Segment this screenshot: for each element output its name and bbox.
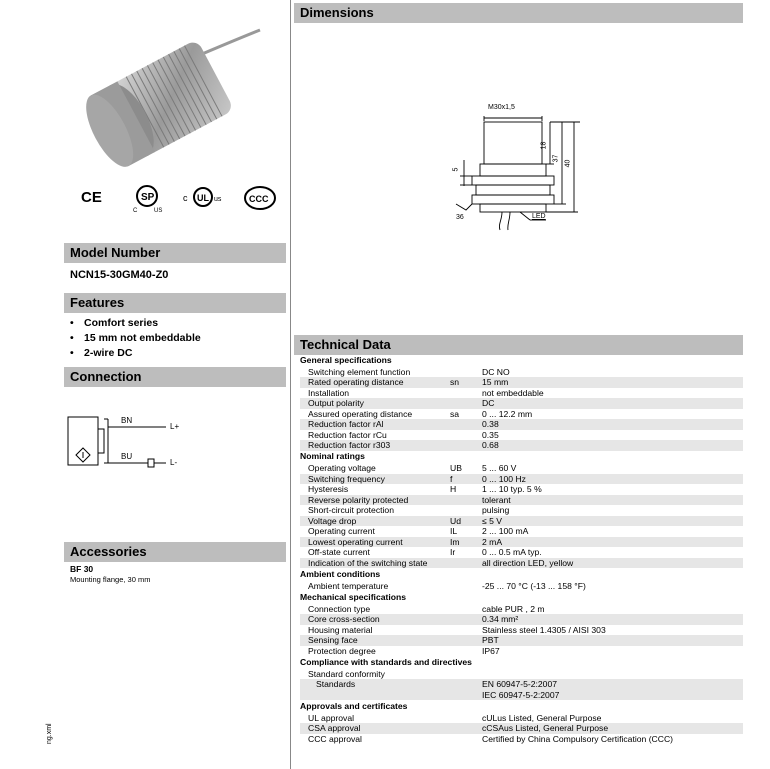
tech-row xyxy=(300,625,743,636)
ccc-mark-icon xyxy=(243,185,277,211)
tech-row xyxy=(300,505,743,516)
tech-row xyxy=(300,526,743,537)
tech-section-title: Ambient conditions xyxy=(300,568,381,579)
tech-row-label: Hysteresis xyxy=(308,484,349,494)
tech-row-label: Reduction factor r303 xyxy=(308,440,391,450)
technical-data-table xyxy=(300,354,743,754)
tech-row-value: EN 60947-5-2:2007 xyxy=(482,679,558,689)
dimensions-header: Dimensions xyxy=(294,3,743,23)
tech-row xyxy=(300,669,743,680)
tech-row-value: all direction LED, yellow xyxy=(482,557,574,568)
tech-row-value: 2 ... 100 mA xyxy=(482,526,529,536)
tech-row xyxy=(300,635,743,646)
tech-row-label: Switching element function xyxy=(308,366,411,377)
bu-label: BU xyxy=(121,452,133,461)
tech-row xyxy=(300,581,743,592)
tech-row-value: 0.34 mm² xyxy=(482,614,519,624)
dim-5-label: 5 xyxy=(452,167,460,172)
tech-row-value: Stainless steel 1.4305 / AISI 303 xyxy=(482,624,606,635)
tech-row-value: Certified by China Compulsory Certification (CCC) xyxy=(482,733,674,744)
tech-row xyxy=(300,604,743,615)
tech-row-label: UL approval xyxy=(308,712,355,723)
tech-row-value: cable PUR , 2 m xyxy=(482,603,545,614)
tech-row-symbol: sn xyxy=(450,377,460,387)
svg-text:CCC: CCC xyxy=(249,194,269,204)
tech-row-value: IEC 60947-5-2:2007 xyxy=(482,689,560,700)
tech-row xyxy=(300,614,743,625)
tech-row-value: not embeddable xyxy=(482,387,544,398)
tech-row-symbol: sa xyxy=(450,408,460,419)
accessory-desc: Mounting flange, 30 mm xyxy=(70,575,151,584)
svg-text:SP: SP xyxy=(141,192,155,203)
tech-row-label: Rated operating distance xyxy=(308,377,404,387)
tech-row xyxy=(300,679,743,700)
tech-row-value: 0 ... 12.2 mm xyxy=(482,408,533,419)
tech-row xyxy=(300,734,743,745)
tech-row-label: Short-circuit protection xyxy=(308,505,394,515)
tech-row xyxy=(300,484,743,495)
tech-row-symbol: UB xyxy=(450,463,462,473)
tech-row-label: Housing material xyxy=(308,624,373,635)
tech-row-symbol: Ud xyxy=(450,515,461,526)
tech-row-label: Standard conformity xyxy=(308,668,385,679)
tech-row-label: CCC approval xyxy=(308,733,362,744)
certifications xyxy=(75,183,285,213)
tech-row-label: CSA approval xyxy=(308,723,361,733)
svg-text:c: c xyxy=(183,193,188,203)
tech-row-label: Protection degree xyxy=(308,645,376,656)
tech-row-label: Ambient temperature xyxy=(308,580,389,591)
tech-row-value: 0.68 xyxy=(482,440,499,450)
tech-row xyxy=(300,646,743,657)
tech-row-label: Assured operating distance xyxy=(308,408,413,419)
tech-section-title: Compliance with standards and directives xyxy=(300,656,472,667)
connection-header: Connection xyxy=(64,367,286,387)
tech-row xyxy=(300,388,743,399)
tech-row xyxy=(300,367,743,378)
dim-36-label: 36 xyxy=(456,214,464,221)
svg-text:C: C xyxy=(133,208,138,213)
tech-row-value: 0 ... 100 Hz xyxy=(482,473,526,484)
tech-row xyxy=(300,377,743,388)
dim-37-label: 37 xyxy=(552,154,560,163)
product-photo xyxy=(85,22,270,172)
tech-row-value: 1 ... 10 typ. 5 % xyxy=(482,484,542,494)
tech-row-value: 5 ... 60 V xyxy=(482,463,517,473)
tech-row-label: Output polarity xyxy=(308,398,364,408)
thread-label: M30x1,5 xyxy=(488,104,515,111)
l-plus-label: L+ xyxy=(170,422,180,431)
ul-mark-icon xyxy=(183,185,225,209)
tech-row-value: ≤ 5 V xyxy=(482,515,503,526)
tech-row-label: Reduction factor rCu xyxy=(308,429,387,440)
tech-section-title: Nominal ratings xyxy=(300,451,365,461)
tech-row-label: Installation xyxy=(308,387,350,398)
dim-18-label: 18 xyxy=(540,141,548,150)
led-label: LED xyxy=(532,213,546,220)
tech-row-value: pulsing xyxy=(482,505,510,515)
accessories-header: Accessories xyxy=(64,542,286,562)
column-divider xyxy=(290,0,291,769)
tech-row-label: Sensing face xyxy=(308,635,358,645)
tech-row-label: Operating voltage xyxy=(308,463,376,473)
tech-row-label: Operating current xyxy=(308,526,375,536)
model-number-value: NCN15-30GM40-Z0 xyxy=(70,269,169,281)
tech-row-value: PBT xyxy=(482,635,499,645)
tech-section-title: Approvals and certificates xyxy=(300,700,408,711)
tech-row xyxy=(300,495,743,506)
tech-row xyxy=(300,537,743,548)
tech-row xyxy=(300,463,743,474)
tech-row-label: Switching frequency xyxy=(308,473,385,484)
feature-item: • 2-wire DC xyxy=(70,347,133,359)
tech-row xyxy=(300,409,743,420)
tech-row-symbol: Im xyxy=(450,536,460,547)
tech-row-label: Off-state current xyxy=(308,547,370,557)
csa-mark-icon xyxy=(133,183,165,213)
tech-row-symbol: f xyxy=(450,473,453,484)
tech-row-value: 0.35 xyxy=(482,429,499,440)
tech-row-value: DC xyxy=(482,398,495,408)
tech-row-symbol: IL xyxy=(450,526,458,536)
tech-row-value: cULus Listed, General Purpose xyxy=(482,712,602,723)
tech-row xyxy=(300,398,743,409)
features-header: Features xyxy=(64,293,286,313)
tech-section-title: Mechanical specifications xyxy=(300,591,407,602)
tech-row-value: tolerant xyxy=(482,494,511,505)
svg-text:us: us xyxy=(214,196,222,203)
tech-row-label: Standards xyxy=(316,679,356,689)
tech-row-value: 0.38 xyxy=(482,419,499,429)
technical-data-header: Technical Data xyxy=(294,335,743,355)
accessory-name: BF 30 xyxy=(70,564,94,574)
tech-row xyxy=(300,723,743,734)
tech-row-value: 2 mA xyxy=(482,536,503,547)
tech-row xyxy=(300,419,743,430)
tech-row-value: IP67 xyxy=(482,645,500,656)
feature-item: • Comfort series xyxy=(70,317,159,329)
dim-40-label: 40 xyxy=(564,159,572,168)
l-minus-label: L- xyxy=(170,458,178,467)
tech-row-label: Lowest operating current xyxy=(308,536,403,547)
tech-row-label: Reverse polarity protected xyxy=(308,494,409,505)
tech-row xyxy=(300,430,743,441)
model-number-header: Model Number xyxy=(64,243,286,263)
tech-row xyxy=(300,474,743,485)
bn-label: BN xyxy=(121,416,133,425)
tech-row-label: Connection type xyxy=(308,603,371,614)
tech-row-value: 0 ... 0.5 mA typ. xyxy=(482,547,542,557)
side-mark: ng.xml xyxy=(46,723,53,744)
tech-row-symbol: Ir xyxy=(450,547,456,557)
tech-row xyxy=(300,516,743,527)
ce-mark-icon: CE xyxy=(81,189,102,206)
feature-item: • 15 mm not embeddable xyxy=(70,332,201,344)
tech-row-label: Core cross-section xyxy=(308,614,380,624)
svg-text:UL: UL xyxy=(197,193,209,203)
tech-row-value: -25 ... 70 °C (-13 ... 158 °F) xyxy=(482,580,586,591)
tech-row-symbol: H xyxy=(450,484,457,494)
tech-row-label: Reduction factor rAl xyxy=(308,419,384,429)
tech-row xyxy=(300,547,743,558)
tech-section-title: General specifications xyxy=(300,354,392,365)
tech-row xyxy=(300,558,743,569)
tech-row-label: Indication of the switching state xyxy=(308,557,428,568)
tech-row-value: DC NO xyxy=(482,366,510,377)
tech-row-value: cCSAus Listed, General Purpose xyxy=(482,723,609,733)
tech-row xyxy=(300,440,743,451)
tech-row-value: 15 mm xyxy=(482,377,509,387)
tech-row xyxy=(300,713,743,724)
svg-text:US: US xyxy=(154,208,163,213)
tech-row-label: Voltage drop xyxy=(308,515,357,526)
